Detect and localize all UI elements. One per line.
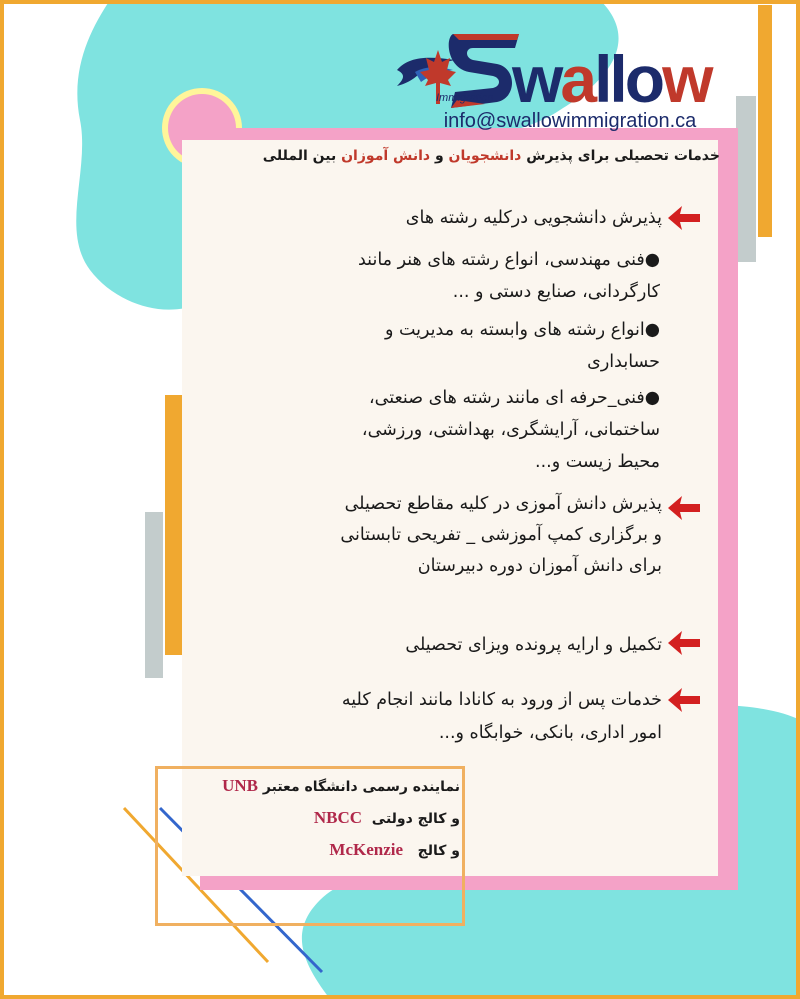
partner-line-2-text: و کالج دولتی bbox=[371, 811, 460, 827]
item-3: تکمیل و ارایه پرونده ویزای تحصیلی bbox=[405, 635, 662, 655]
partner-line-1-text: نماینده رسمی دانشگاه معتبر bbox=[262, 779, 460, 795]
heading-part1: خدمات تحصیلی برای پذیرش bbox=[526, 148, 720, 164]
item-2: پذیرش دانش آموزی در کلیه مقاطع تحصیلی و برگزاری کمپ آموزشی _ تفریحی تابستانی برای دانش آموزان دوره دبیرستان bbox=[340, 494, 662, 576]
subitem-1: ●فنی مهندسی، انواع رشته های هنر مانند کارگردانی، صنایع دستی و ... bbox=[357, 250, 660, 302]
logo-tagline: Immigration bbox=[436, 92, 494, 104]
item-1: پذیرش دانشجویی درکلیه رشته های bbox=[405, 208, 662, 228]
partner-line-3-text: و کالج bbox=[417, 843, 460, 859]
contact-email[interactable]: info@swallowimmigration.ca bbox=[443, 110, 697, 132]
logo-wordmark-text: wallow bbox=[512, 42, 711, 116]
partner-brand-unb: UNB bbox=[222, 776, 259, 795]
heading-part3: بین المللی bbox=[262, 148, 337, 164]
heading-highlight-pupils: دانش آموزان bbox=[341, 148, 431, 164]
heading-part2: و bbox=[434, 148, 444, 164]
subitem-2: ●انواع رشته های وابسته به مدیریت و حسابداری bbox=[384, 320, 660, 372]
partner-brand-mckenzie: McKenzie bbox=[329, 840, 404, 859]
item-4: خدمات پس از ورود به کانادا مانند انجام کلیه امور اداری، بانکی، خوابگاه و... bbox=[341, 690, 662, 743]
subitem-3: ●فنی_حرفه ای مانند رشته های صنعتی، ساختمانی، آرایشگری، بهداشتی، ورزشی، محیط زیست و... bbox=[361, 388, 660, 472]
heading-highlight-students: دانشجویان bbox=[448, 148, 522, 164]
partner-brand-nbcc: NBCC bbox=[313, 808, 363, 827]
